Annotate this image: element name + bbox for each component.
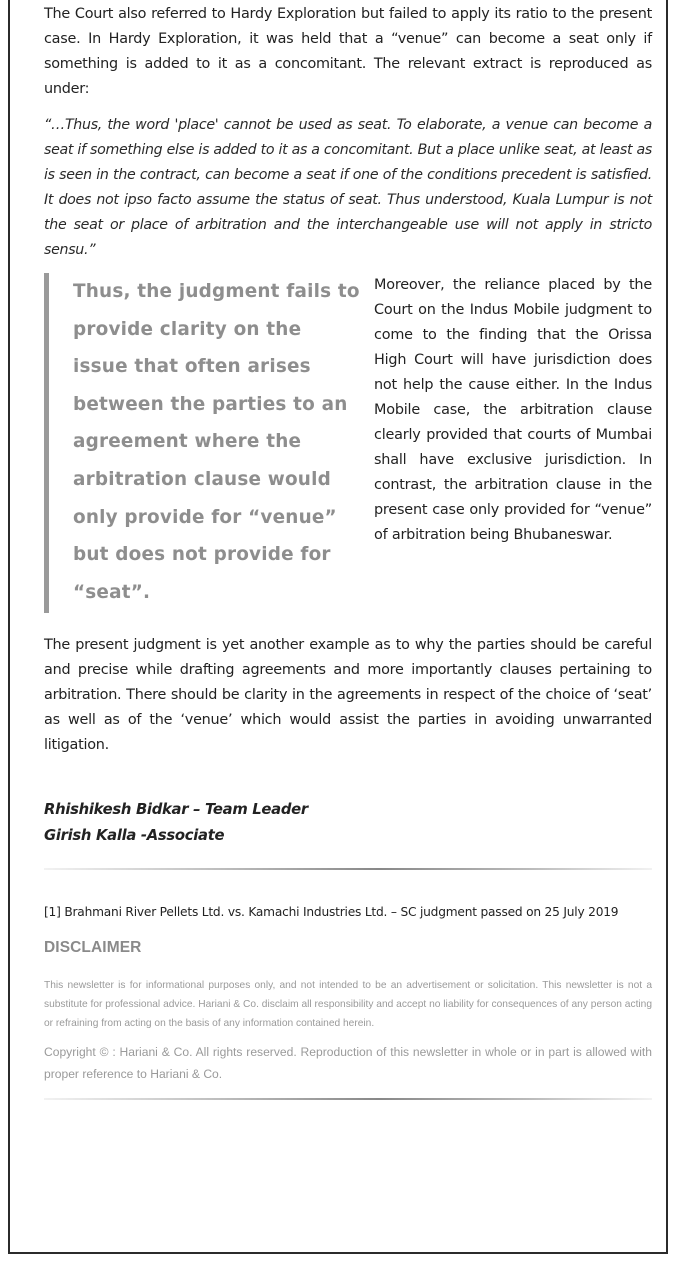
author-signature: Rhishikesh Bidkar – Team Leader [44, 801, 308, 818]
newsletter-frame [8, 0, 668, 1254]
copyright-notice: Copyright © : Hariani & Co. All rights reserved. Reproduction of this newsletter in whole or in part is allowed with proper reference to Hariani & Co. [44, 1045, 652, 1081]
footnote: [1] Brahmani River Pellets Ltd. vs. Kamachi Industries Ltd. – SC judgment passed on 25 July 2019 [44, 905, 619, 919]
article-content [44, 2, 652, 1100]
divider [44, 1098, 652, 1100]
divider [44, 868, 652, 870]
disclaimer-heading: DISCLAIMER [44, 939, 142, 956]
author-signature: Girish Kalla -Associate [44, 827, 225, 844]
disclaimer-text: This newsletter is for informational purposes only, and not intended to be an advertisement or solicitation. This newsletter is not a substitute for professional advice. Hariani & Co. disclaim all responsibility and accept no liability for consequences of any person acting or refraining from acting on the basis of any information contained herein. [44, 980, 652, 1029]
pull-quote-section [44, 273, 652, 617]
paragraph-hardy-exploration: The Court also referred to Hardy Exploration but failed to apply its ratio to the present case. In Hardy Exploration, it was held that a “venue” can become a seat only if something is added to it as a concomitant. The relevant extract is reproduced as under: [44, 6, 652, 97]
paragraph-conclusion: The present judgment is yet another example as to why the parties should be careful and precise while drafting agreements and more importantly clauses pertaining to arbitration. There should be clarity in the agreements in respect of the choice of ‘seat’ as well as of the ‘venue’ which would assist the parties in avoiding unwarranted litigation. [44, 637, 652, 753]
judgment-extract-quote: “…Thus, the word 'place' cannot be used as seat. To elaborate, a venue can become a seat if something else is added to it as a concomitant. But a place unlike seat, at least as is seen in the contract, can become a seat if one of the conditions precedent is satisfied. It does not ipso facto assume the status of seat. Thus understood, Kuala Lumpur is not the seat or place of arbitration and the interchangeable use will not apply in stricto sensu.” [44, 117, 652, 258]
paragraph-indus-mobile: Moreover, the reliance placed by the Court on the Indus Mobile judgment to come to the finding that the Orissa High Court will have jurisdiction does not help the cause either. In the Indus Mobile case, the arbitration clause clearly provided that courts of Mumbai shall have exclusive jurisdiction. In contrast, the arbitration clause in the present case only provided for “venue” of arbitration being Bhubaneswar. [374, 277, 652, 543]
pull-quote: Thus, the judgment fails to provide clarity on the issue that often arises between the parties to an agreement where the arbitration clause would only provide for “venue” but does not provide for “seat”. [44, 273, 362, 613]
